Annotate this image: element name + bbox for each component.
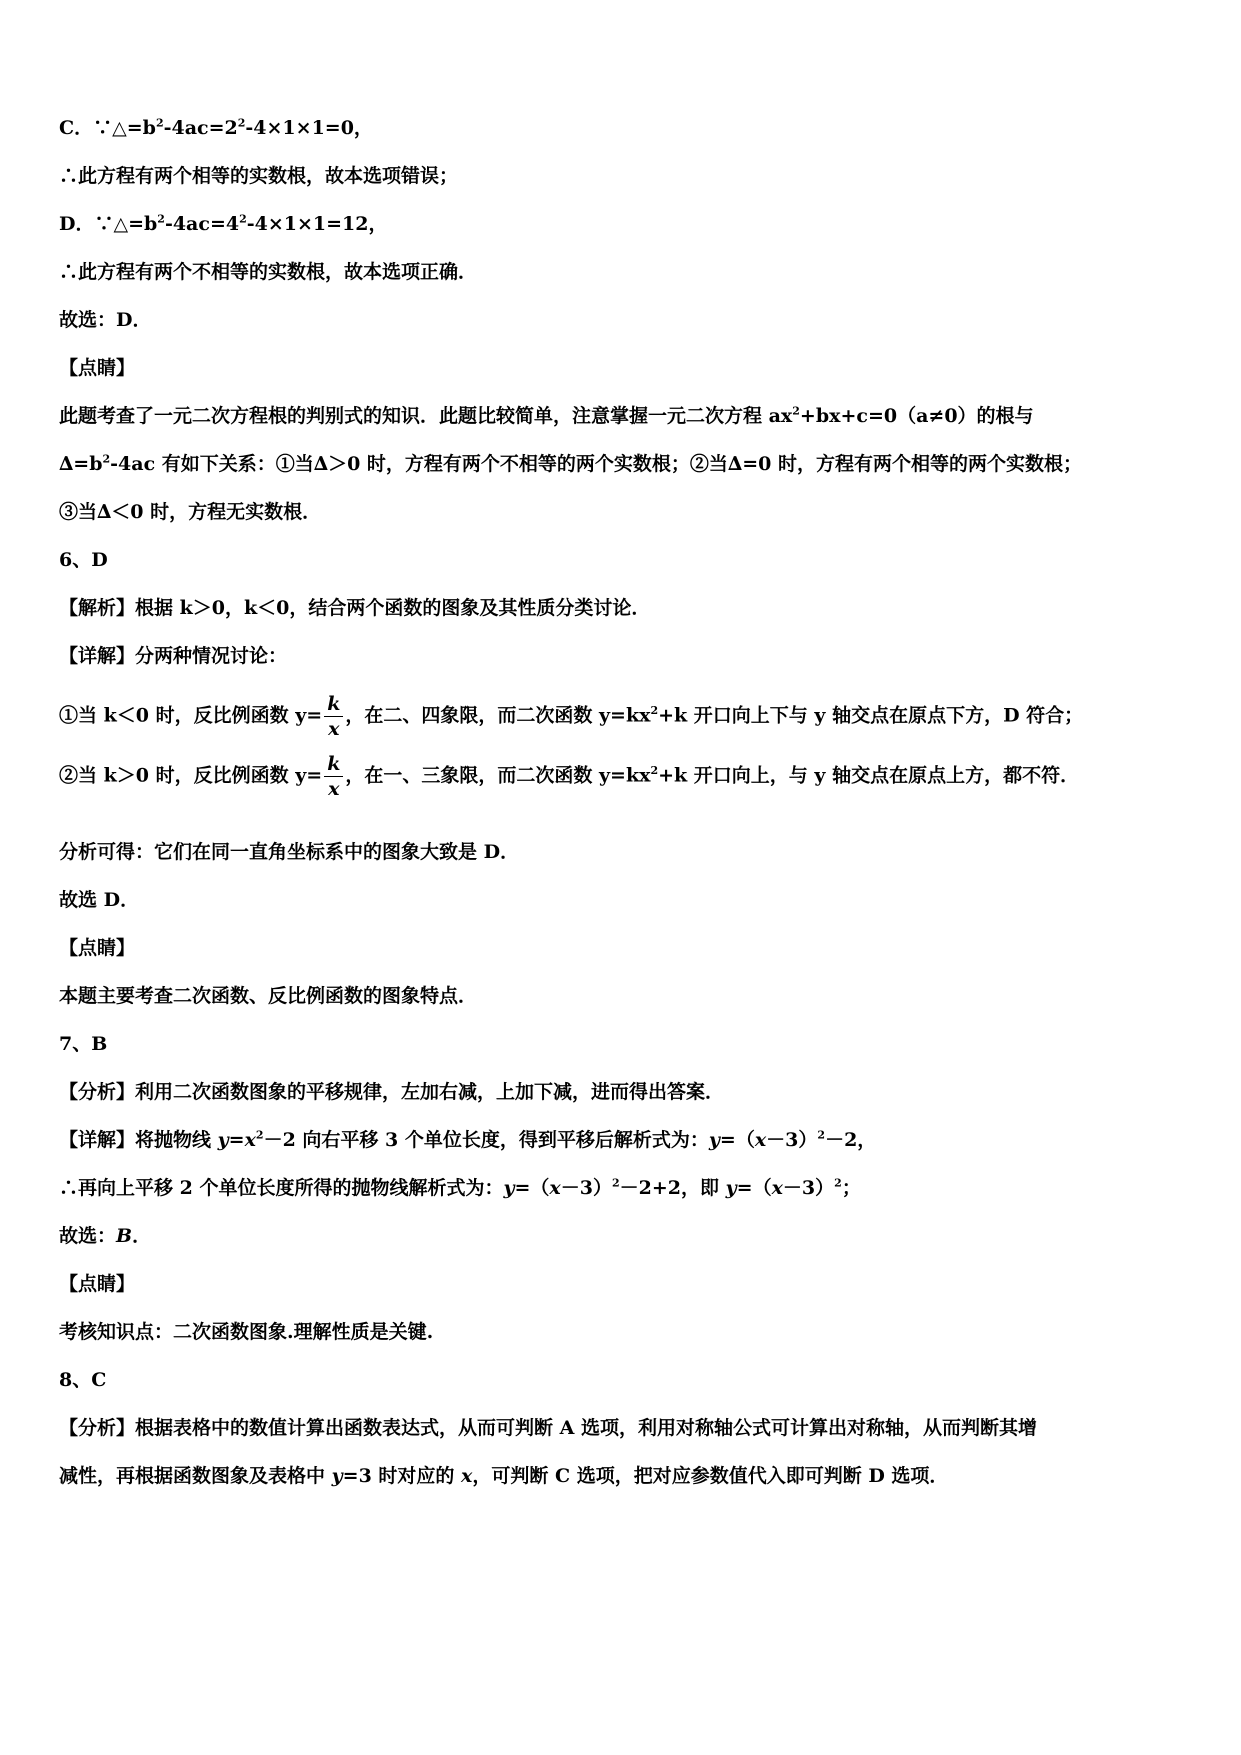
- answer-6: 故选 D．: [59, 889, 140, 911]
- paragraph-line: 本题主要考查二次函数、反比例函数的图象特点．: [59, 985, 478, 1007]
- section-heading-dianjing: 【点睛】: [59, 1273, 136, 1295]
- detail-line: 【详解】分两种情况讨论：: [59, 645, 288, 667]
- paragraph-line: ③当∆＜0 时，方程无实数根．: [59, 501, 322, 523]
- question-6-answer: 6、D: [59, 549, 108, 571]
- paragraph-line: 此题考查了一元二次方程根的判别式的知识．此题比较简单，注意掌握一元二次方程 $ax^2+bx+c=0(a\ne 0)$的根与: [59, 404, 1034, 427]
- fraction-k-over-x: $\frac{k}{x}$: [324, 692, 343, 741]
- option-d-discriminant: D．$\because\triangle=b^2-4ac=4^2-4\times 1\times 1=12$，: [59, 212, 388, 235]
- fraction-k-over-x: $\frac{k}{x}$: [324, 752, 343, 801]
- section-heading-dianjing: 【点睛】: [59, 937, 136, 959]
- detail-line: 【详解】将抛物线 $y=x^2-2$ 向右平移 3 个单位长度，得到平移后解析式为：$y=(x-3)^2-2$，: [59, 1128, 877, 1151]
- paragraph-line: $\Delta=b^2-4ac$ 有如下关系：①当∆＞0 时，方程有两个不相等的两个实数根；②当∆=0 时，方程有两个相等的两个实数根；: [59, 452, 1082, 475]
- option-d-conclusion: ∴此方程有两个不相等的实数根，故本选项正确．: [59, 261, 478, 283]
- paragraph-line: ∴再向上平移 2 个单位长度所得的抛物线解析式为：$y=(x-3)^2-2+2$，即 $y=(x-3)^2$；: [59, 1176, 861, 1199]
- paragraph-line: 分析可得：它们在同一直角坐标系中的图象大致是 D．: [59, 841, 520, 863]
- option-c-discriminant: C．$\because\triangle=b^2-4ac=2^2-4\times 1\times 1=0$，: [59, 116, 373, 139]
- analysis-line: 【分析】根据表格中的数值计算出函数表达式，从而可判断 A 选项，利用对称轴公式可计算出对称轴，从而判断其增: [59, 1417, 1037, 1439]
- case-1-line: ①当 k＜0 时，反比例函数 y= $\frac{k}{x}$ ，在二、四象限，而二次函数 $y=kx^2+k$ 开口向上下与 y 轴交点在原点下方，D 符合；: [59, 693, 1084, 740]
- case-2-line: ②当 k＞0 时，反比例函数 y= $\frac{k}{x}$ ，在一、三象限，而二次函数 $y=kx^2+k$ 开口向上，与 y 轴交点在原点上方，都不符．: [59, 753, 1080, 800]
- option-c-conclusion: ∴此方程有两个相等的实数根，故本选项错误；: [59, 165, 459, 187]
- question-7-answer: 7、B: [59, 1033, 108, 1055]
- question-8-answer: 8、C: [59, 1369, 107, 1391]
- paragraph-line: 减性，再根据函数图象及表格中 y=3 时对应的 x，可判断 C 选项，把对应参数值代入即可判断 D 选项．: [59, 1465, 949, 1487]
- paragraph-line: 考核知识点：二次函数图象.理解性质是关键.: [59, 1321, 434, 1343]
- answer-5: 故选：D．: [59, 309, 152, 331]
- analysis-line: 【分析】利用二次函数图象的平移规律，左加右减，上加下减，进而得出答案．: [59, 1081, 725, 1103]
- analysis-line: 【解析】根据 k＞0，k＜0，结合两个函数的图象及其性质分类讨论．: [59, 597, 651, 619]
- answer-7: 故选：B．: [59, 1225, 152, 1247]
- section-heading-dianjing: 【点睛】: [59, 357, 136, 379]
